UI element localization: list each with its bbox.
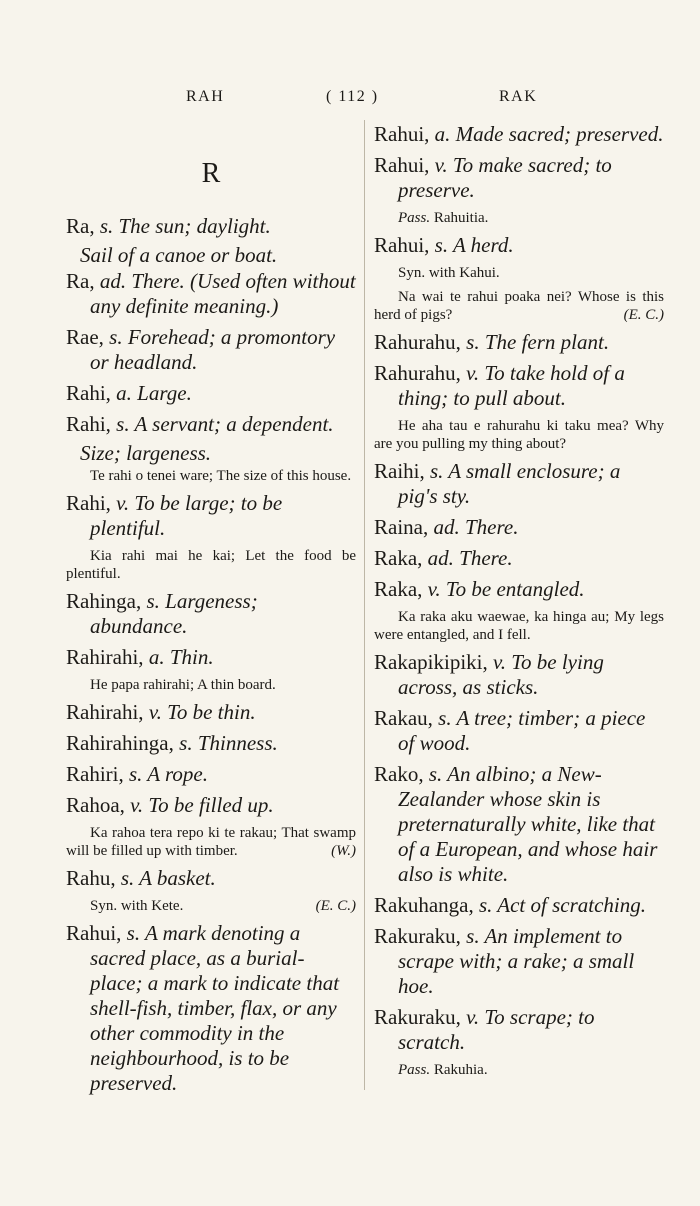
dictionary-entry (374, 924, 664, 999)
dictionary-entry (66, 731, 356, 756)
headword: Rahui, (374, 153, 430, 177)
dictionary-entry (374, 361, 664, 411)
page-header (0, 88, 700, 116)
headword: Rahurahu, (374, 330, 461, 354)
left-column (66, 122, 356, 1102)
headword: Rahui, (374, 122, 430, 146)
definition: v. To make sacred; to preserve. (398, 153, 612, 202)
source-citation: (E. C.) (623, 307, 664, 323)
usage-example: He papa rahirahi; A thin board. (90, 677, 276, 693)
passive-word: Rahuitia. (433, 210, 489, 226)
source-citation: (E. C.) (315, 898, 356, 914)
headword: Rako, (374, 762, 424, 786)
dictionary-entry (66, 762, 356, 787)
dictionary-entry (66, 269, 356, 319)
usage-example: Kia rahi mai he kai; Let the food be plentiful. (66, 548, 356, 582)
example-text: Ka rahoa tera repo ki te rakau; That swamp will be filled up with timber. (66, 825, 356, 859)
headword: Rae, (66, 325, 104, 349)
usage-example: Ka raka aku waewae, ka hinga au; My legs were entangled, and I fell. (374, 609, 664, 643)
right-column (374, 122, 664, 1085)
headword: Rakuhanga, (374, 893, 474, 917)
definition: s. An albino; a New-Zealander whose skin is preternaturally white, like that of a European, and whose hair also is white. (398, 762, 658, 886)
dictionary-entry (374, 233, 664, 258)
passive-label: Pass. (398, 1062, 431, 1078)
passive-form (398, 209, 664, 227)
dictionary-entry (374, 330, 664, 355)
headword: Rahurahu, (374, 361, 461, 385)
definition: a. Large. (116, 381, 192, 405)
usage-example: Te rahi o tenei ware; The size of this house. (90, 468, 352, 484)
passive-word: Rakuhia. (433, 1062, 488, 1078)
definition: s. Forehead; a promontory or headland. (90, 325, 336, 374)
dictionary-entry (66, 381, 356, 406)
dictionary-entry (66, 793, 356, 818)
definition: a. Thin. (148, 645, 214, 669)
synonym-text: Syn. with Kete. (90, 898, 184, 914)
definition: s. A basket. (120, 866, 216, 890)
headword: Rahiri, (66, 762, 124, 786)
definition: s. Largeness; abundance. (90, 589, 258, 638)
headword: Rahu, (66, 866, 116, 890)
synonym-note: Syn. with Kahui. (398, 265, 500, 281)
headword: Raka, (374, 546, 423, 570)
definition: s. A rope. (129, 762, 208, 786)
dictionary-entry (374, 459, 664, 509)
definition: s. Act of scratching. (478, 893, 646, 917)
section-letter: R (201, 158, 221, 189)
definition: s. A tree; timber; a piece of wood. (398, 706, 646, 755)
dictionary-entry (66, 214, 356, 239)
definition: s. The sun; daylight. (99, 214, 271, 238)
headword: Rakuraku, (374, 924, 461, 948)
headword: Rahoa, (66, 793, 125, 817)
headword: Rakau, (374, 706, 433, 730)
dictionary-entry (66, 645, 356, 670)
entry-sense: Size; largeness. (80, 441, 212, 465)
dictionary-entry (374, 515, 664, 540)
dictionary-entry (374, 153, 664, 203)
definition: ad. There. (427, 546, 513, 570)
dictionary-entry (374, 893, 664, 918)
headword: Rahi, (66, 412, 111, 436)
definition: v. To scrape; to scratch. (398, 1005, 595, 1054)
definition: s. A small enclosure; a pig's sty. (398, 459, 621, 508)
headword: Rahirahi, (66, 645, 144, 669)
dictionary-entry (66, 866, 356, 891)
definition: ad. There. (433, 515, 519, 539)
definition: a. Made sacred; preserved. (434, 122, 664, 146)
headword: Rahirahi, (66, 700, 144, 724)
dictionary-entry (374, 762, 664, 887)
dictionary-entry (374, 650, 664, 700)
headword: Ra, (66, 214, 95, 238)
page-number: ( 112 ) (326, 88, 379, 105)
dictionary-entry (66, 921, 356, 1096)
passive-form (398, 1061, 664, 1079)
dictionary-entry (66, 325, 356, 375)
definition: s. A mark denoting a sacred place, as a burial-place; a mark to indicate that shell-fish, timber, flax, or any other commodity in the neighbourhood, is to be preserved. (90, 921, 340, 1095)
definition: s. An implement to scrape with; a rake; a small hoe. (398, 924, 635, 998)
usage-example: He aha tau e rahurahu ki taku mea? Why are you pulling my thing about? (374, 418, 664, 452)
entry-sense: Sail of a canoe or boat. (80, 243, 278, 267)
headword: Rakuraku, (374, 1005, 461, 1029)
headword: Rakapikipiki, (374, 650, 488, 674)
headword: Rahinga, (66, 589, 142, 613)
definition: s. A servant; a dependent. (116, 412, 334, 436)
definition: s. Thinness. (179, 731, 278, 755)
passive-label: Pass. (398, 210, 431, 226)
headword: Ra, (66, 269, 95, 293)
dictionary-entry (374, 577, 664, 602)
dictionary-entry (374, 546, 664, 571)
source-citation: (W.) (331, 843, 356, 859)
dictionary-entry (66, 589, 356, 639)
definition: v. To be thin. (148, 700, 256, 724)
definition: s. A herd. (434, 233, 514, 257)
definition: ad. There. (Used often without any definite meaning.) (90, 269, 356, 318)
headword: Rahui, (374, 233, 430, 257)
usage-example (374, 288, 664, 324)
example-text: Na wai te rahui poaka nei? Whose is this herd of pigs? (374, 289, 664, 323)
headword: Raka, (374, 577, 423, 601)
headword: Raina, (374, 515, 429, 539)
dictionary-entry (66, 700, 356, 725)
headword: Rahirahinga, (66, 731, 174, 755)
column-divider (364, 120, 365, 1090)
headword: Rahi, (66, 381, 111, 405)
dictionary-entry (66, 491, 356, 541)
definition: v. To take hold of a thing; to pull about. (398, 361, 625, 410)
headword: Raihi, (374, 459, 425, 483)
synonym-note (90, 897, 356, 915)
definition: s. The fern plant. (466, 330, 610, 354)
header-right-guide-word: RAK (499, 88, 538, 105)
header-left-guide-word: RAH (186, 88, 225, 105)
definition: v. To be lying across, as sticks. (398, 650, 604, 699)
headword: Rahui, (66, 921, 122, 945)
headword: Rahi, (66, 491, 111, 515)
definition: v. To be large; to be plentiful. (90, 491, 283, 540)
dictionary-entry (374, 706, 664, 756)
dictionary-entry (374, 122, 664, 147)
usage-example (66, 824, 356, 860)
definition: v. To be filled up. (130, 793, 274, 817)
dictionary-entry (66, 412, 356, 437)
definition: v. To be entangled. (427, 577, 585, 601)
dictionary-entry (374, 1005, 664, 1055)
